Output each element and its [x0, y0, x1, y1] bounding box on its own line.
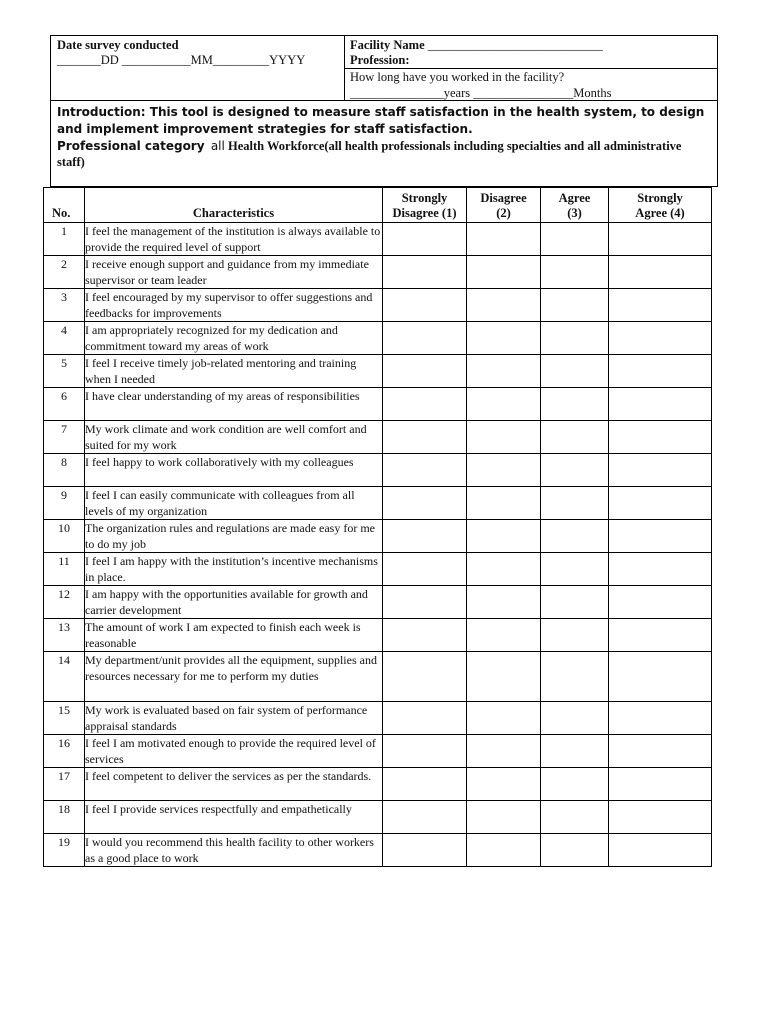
introduction-text: Introduction: This tool is designed to measure staff satisfaction in the health system, to design and implement improvement strategies for staff satisfaction. — [57, 105, 705, 136]
response-cell-strongly-disagree[interactable] — [383, 289, 467, 322]
row-number: 15 — [44, 702, 85, 735]
response-cell-disagree[interactable] — [467, 322, 541, 355]
response-cell-strongly-disagree[interactable] — [383, 652, 467, 702]
response-cell-disagree[interactable] — [467, 487, 541, 520]
response-cell-strongly-agree[interactable] — [609, 768, 712, 801]
response-cell-strongly-disagree[interactable] — [383, 735, 467, 768]
row-number: 19 — [44, 834, 85, 867]
row-characteristic: I feel I am happy with the institution’s incentive mechanisms in place. — [85, 553, 383, 586]
row-characteristic: My work is evaluated based on fair system of performance appraisal standards — [85, 702, 383, 735]
response-cell-strongly-agree[interactable] — [609, 322, 712, 355]
response-cell-strongly-agree[interactable] — [609, 619, 712, 652]
survey-header — [50, 35, 718, 187]
response-cell-strongly-agree[interactable] — [609, 553, 712, 586]
response-cell-disagree[interactable] — [467, 454, 541, 487]
response-cell-agree[interactable] — [541, 388, 609, 421]
row-number: 13 — [44, 619, 85, 652]
response-cell-disagree[interactable] — [467, 421, 541, 454]
response-cell-strongly-agree[interactable] — [609, 256, 712, 289]
response-cell-strongly-disagree[interactable] — [383, 702, 467, 735]
response-cell-strongly-disagree[interactable] — [383, 223, 467, 256]
row-characteristic: I feel encouraged by my supervisor to offer suggestions and feedbacks for improvements — [85, 289, 383, 322]
row-characteristic: I would you recommend this health facility to other workers as a good place to work — [85, 834, 383, 867]
response-cell-disagree[interactable] — [467, 768, 541, 801]
table-row — [44, 421, 712, 454]
column-header-disagree — [467, 188, 541, 223]
row-characteristic: The amount of work I am expected to finish each week is reasonable — [85, 619, 383, 652]
response-cell-disagree[interactable] — [467, 801, 541, 834]
table-row — [44, 223, 712, 256]
response-cell-disagree[interactable] — [467, 520, 541, 553]
row-number: 3 — [44, 289, 85, 322]
response-cell-agree[interactable] — [541, 223, 609, 256]
table-row — [44, 834, 712, 867]
response-cell-disagree[interactable] — [467, 586, 541, 619]
response-cell-disagree[interactable] — [467, 223, 541, 256]
response-cell-agree[interactable] — [541, 256, 609, 289]
table-row — [44, 454, 712, 487]
row-characteristic: I feel happy to work collaboratively with my colleagues — [85, 454, 383, 487]
response-cell-strongly-disagree[interactable] — [383, 586, 467, 619]
row-number: 7 — [44, 421, 85, 454]
response-cell-disagree[interactable] — [467, 355, 541, 388]
table-row — [44, 768, 712, 801]
response-cell-agree[interactable] — [541, 768, 609, 801]
response-cell-strongly-disagree[interactable] — [383, 834, 467, 867]
column-header-disagree-line2: (2) — [496, 206, 511, 220]
response-cell-agree[interactable] — [541, 652, 609, 702]
response-cell-strongly-agree[interactable] — [609, 355, 712, 388]
tenure-question: How long have you worked in the facility? — [350, 70, 565, 84]
response-cell-strongly-agree[interactable] — [609, 520, 712, 553]
row-number: 5 — [44, 355, 85, 388]
row-number: 1 — [44, 223, 85, 256]
column-header-strongly-agree-line2: Agree (4) — [635, 206, 685, 220]
column-header-no: No. — [44, 188, 85, 223]
row-number: 16 — [44, 735, 85, 768]
profession-label: Profession: — [350, 53, 410, 67]
response-cell-strongly-agree[interactable] — [609, 735, 712, 768]
row-characteristic: I feel the management of the institution is always available to provide the required level of support — [85, 223, 383, 256]
response-cell-strongly-agree[interactable] — [609, 652, 712, 702]
professional-category-label: Professional category — [57, 139, 205, 153]
header-divider-right — [344, 68, 717, 69]
response-cell-strongly-disagree[interactable] — [383, 520, 467, 553]
response-cell-agree[interactable] — [541, 619, 609, 652]
table-row — [44, 619, 712, 652]
row-characteristic: I am happy with the opportunities available for growth and carrier development — [85, 586, 383, 619]
professional-category-value: Health Workforce(all health professionals including specialties and all administrative staff) — [57, 139, 682, 169]
row-characteristic: My department/unit provides all the equipment, supplies and resources necessary for me to perform my duties — [85, 652, 383, 702]
column-header-strongly-disagree-line2: Disagree (1) — [392, 206, 457, 220]
column-header-strongly-agree — [609, 188, 712, 223]
table-row — [44, 801, 712, 834]
table-row — [44, 702, 712, 735]
column-header-agree — [541, 188, 609, 223]
table-row — [44, 520, 712, 553]
response-cell-strongly-agree[interactable] — [609, 289, 712, 322]
professional-category-all: all — [210, 139, 225, 153]
response-cell-disagree[interactable] — [467, 652, 541, 702]
row-number: 2 — [44, 256, 85, 289]
facility-name-row — [350, 38, 603, 53]
row-characteristic: I feel I receive timely job-related mentoring and training when I needed — [85, 355, 383, 388]
column-header-agree-line1: Agree — [558, 191, 591, 205]
column-header-strongly-disagree-line1: Strongly — [401, 191, 448, 205]
response-cell-agree[interactable] — [541, 322, 609, 355]
response-cell-disagree[interactable] — [467, 735, 541, 768]
response-cell-strongly-disagree[interactable] — [383, 421, 467, 454]
row-characteristic: I feel I can easily communicate with colleagues from all levels of my organization — [85, 487, 383, 520]
response-cell-agree[interactable] — [541, 289, 609, 322]
row-characteristic: I feel I am motivated enough to provide the required level of services — [85, 735, 383, 768]
row-number: 17 — [44, 768, 85, 801]
response-cell-agree[interactable] — [541, 421, 609, 454]
response-cell-disagree[interactable] — [467, 619, 541, 652]
tenure-field[interactable]: _______________years ________________Months — [350, 86, 612, 100]
row-number: 6 — [44, 388, 85, 421]
row-number: 9 — [44, 487, 85, 520]
column-header-disagree-line1: Disagree — [480, 191, 527, 205]
row-characteristic: I receive enough support and guidance from my immediate supervisor or team leader — [85, 256, 383, 289]
response-cell-strongly-agree[interactable] — [609, 388, 712, 421]
table-row — [44, 487, 712, 520]
table-header-row — [44, 188, 712, 223]
table-row — [44, 322, 712, 355]
table-row — [44, 586, 712, 619]
response-cell-strongly-agree[interactable] — [609, 834, 712, 867]
response-cell-strongly-agree[interactable] — [609, 586, 712, 619]
response-cell-strongly-disagree[interactable] — [383, 388, 467, 421]
row-number: 4 — [44, 322, 85, 355]
response-cell-agree[interactable] — [541, 487, 609, 520]
column-header-agree-line2: (3) — [567, 206, 582, 220]
response-cell-disagree[interactable] — [467, 553, 541, 586]
response-cell-disagree[interactable] — [467, 702, 541, 735]
column-header-strongly-disagree — [383, 188, 467, 223]
response-cell-agree[interactable] — [541, 586, 609, 619]
column-header-strongly-agree-line1: Strongly — [637, 191, 683, 205]
facility-name-label: Facility Name — [350, 38, 425, 52]
row-characteristic: My work climate and work condition are well comfort and suited for my work — [85, 421, 383, 454]
response-cell-disagree[interactable] — [467, 388, 541, 421]
response-cell-strongly-disagree[interactable] — [383, 619, 467, 652]
table-row — [44, 553, 712, 586]
response-cell-agree[interactable] — [541, 702, 609, 735]
response-cell-agree[interactable] — [541, 735, 609, 768]
response-cell-strongly-agree[interactable] — [609, 801, 712, 834]
date-label: Date survey conducted — [57, 38, 179, 52]
row-number: 18 — [44, 801, 85, 834]
satisfaction-table — [43, 187, 712, 867]
response-cell-agree[interactable] — [541, 520, 609, 553]
row-number: 8 — [44, 454, 85, 487]
professional-category — [57, 138, 697, 170]
response-cell-disagree[interactable] — [467, 834, 541, 867]
row-number: 10 — [44, 520, 85, 553]
response-cell-strongly-agree[interactable] — [609, 223, 712, 256]
response-cell-strongly-disagree[interactable] — [383, 801, 467, 834]
table-row — [44, 355, 712, 388]
response-cell-strongly-disagree[interactable] — [383, 355, 467, 388]
response-cell-strongly-agree[interactable] — [609, 487, 712, 520]
row-number: 12 — [44, 586, 85, 619]
response-cell-disagree[interactable] — [467, 256, 541, 289]
response-cell-agree[interactable] — [541, 355, 609, 388]
response-cell-strongly-disagree[interactable] — [383, 487, 467, 520]
row-characteristic: I have clear understanding of my areas of responsibilities — [85, 388, 383, 421]
date-format-field[interactable]: _______DD ___________MM_________YYYY — [57, 53, 306, 67]
response-cell-agree[interactable] — [541, 454, 609, 487]
response-cell-strongly-agree[interactable] — [609, 421, 712, 454]
response-cell-strongly-disagree[interactable] — [383, 553, 467, 586]
response-cell-strongly-disagree[interactable] — [383, 768, 467, 801]
row-characteristic: I feel I provide services respectfully and empathetically — [85, 801, 383, 834]
response-cell-strongly-disagree[interactable] — [383, 322, 467, 355]
response-cell-strongly-disagree[interactable] — [383, 256, 467, 289]
row-characteristic: The organization rules and regulations are made easy for me to do my job — [85, 520, 383, 553]
table-row — [44, 289, 712, 322]
response-cell-disagree[interactable] — [467, 289, 541, 322]
response-cell-strongly-agree[interactable] — [609, 702, 712, 735]
response-cell-agree[interactable] — [541, 553, 609, 586]
response-cell-strongly-disagree[interactable] — [383, 454, 467, 487]
row-number: 11 — [44, 553, 85, 586]
table-row — [44, 735, 712, 768]
row-characteristic: I feel competent to deliver the services as per the standards. — [85, 768, 383, 801]
facility-name-field[interactable]: ____________________________ — [424, 38, 603, 52]
table-row — [44, 388, 712, 421]
table-row — [44, 652, 712, 702]
row-characteristic: I am appropriately recognized for my dedication and commitment toward my areas of work — [85, 322, 383, 355]
row-number: 14 — [44, 652, 85, 702]
response-cell-agree[interactable] — [541, 801, 609, 834]
response-cell-strongly-agree[interactable] — [609, 454, 712, 487]
column-header-characteristics: Characteristics — [85, 188, 383, 223]
response-cell-agree[interactable] — [541, 834, 609, 867]
table-row — [44, 256, 712, 289]
